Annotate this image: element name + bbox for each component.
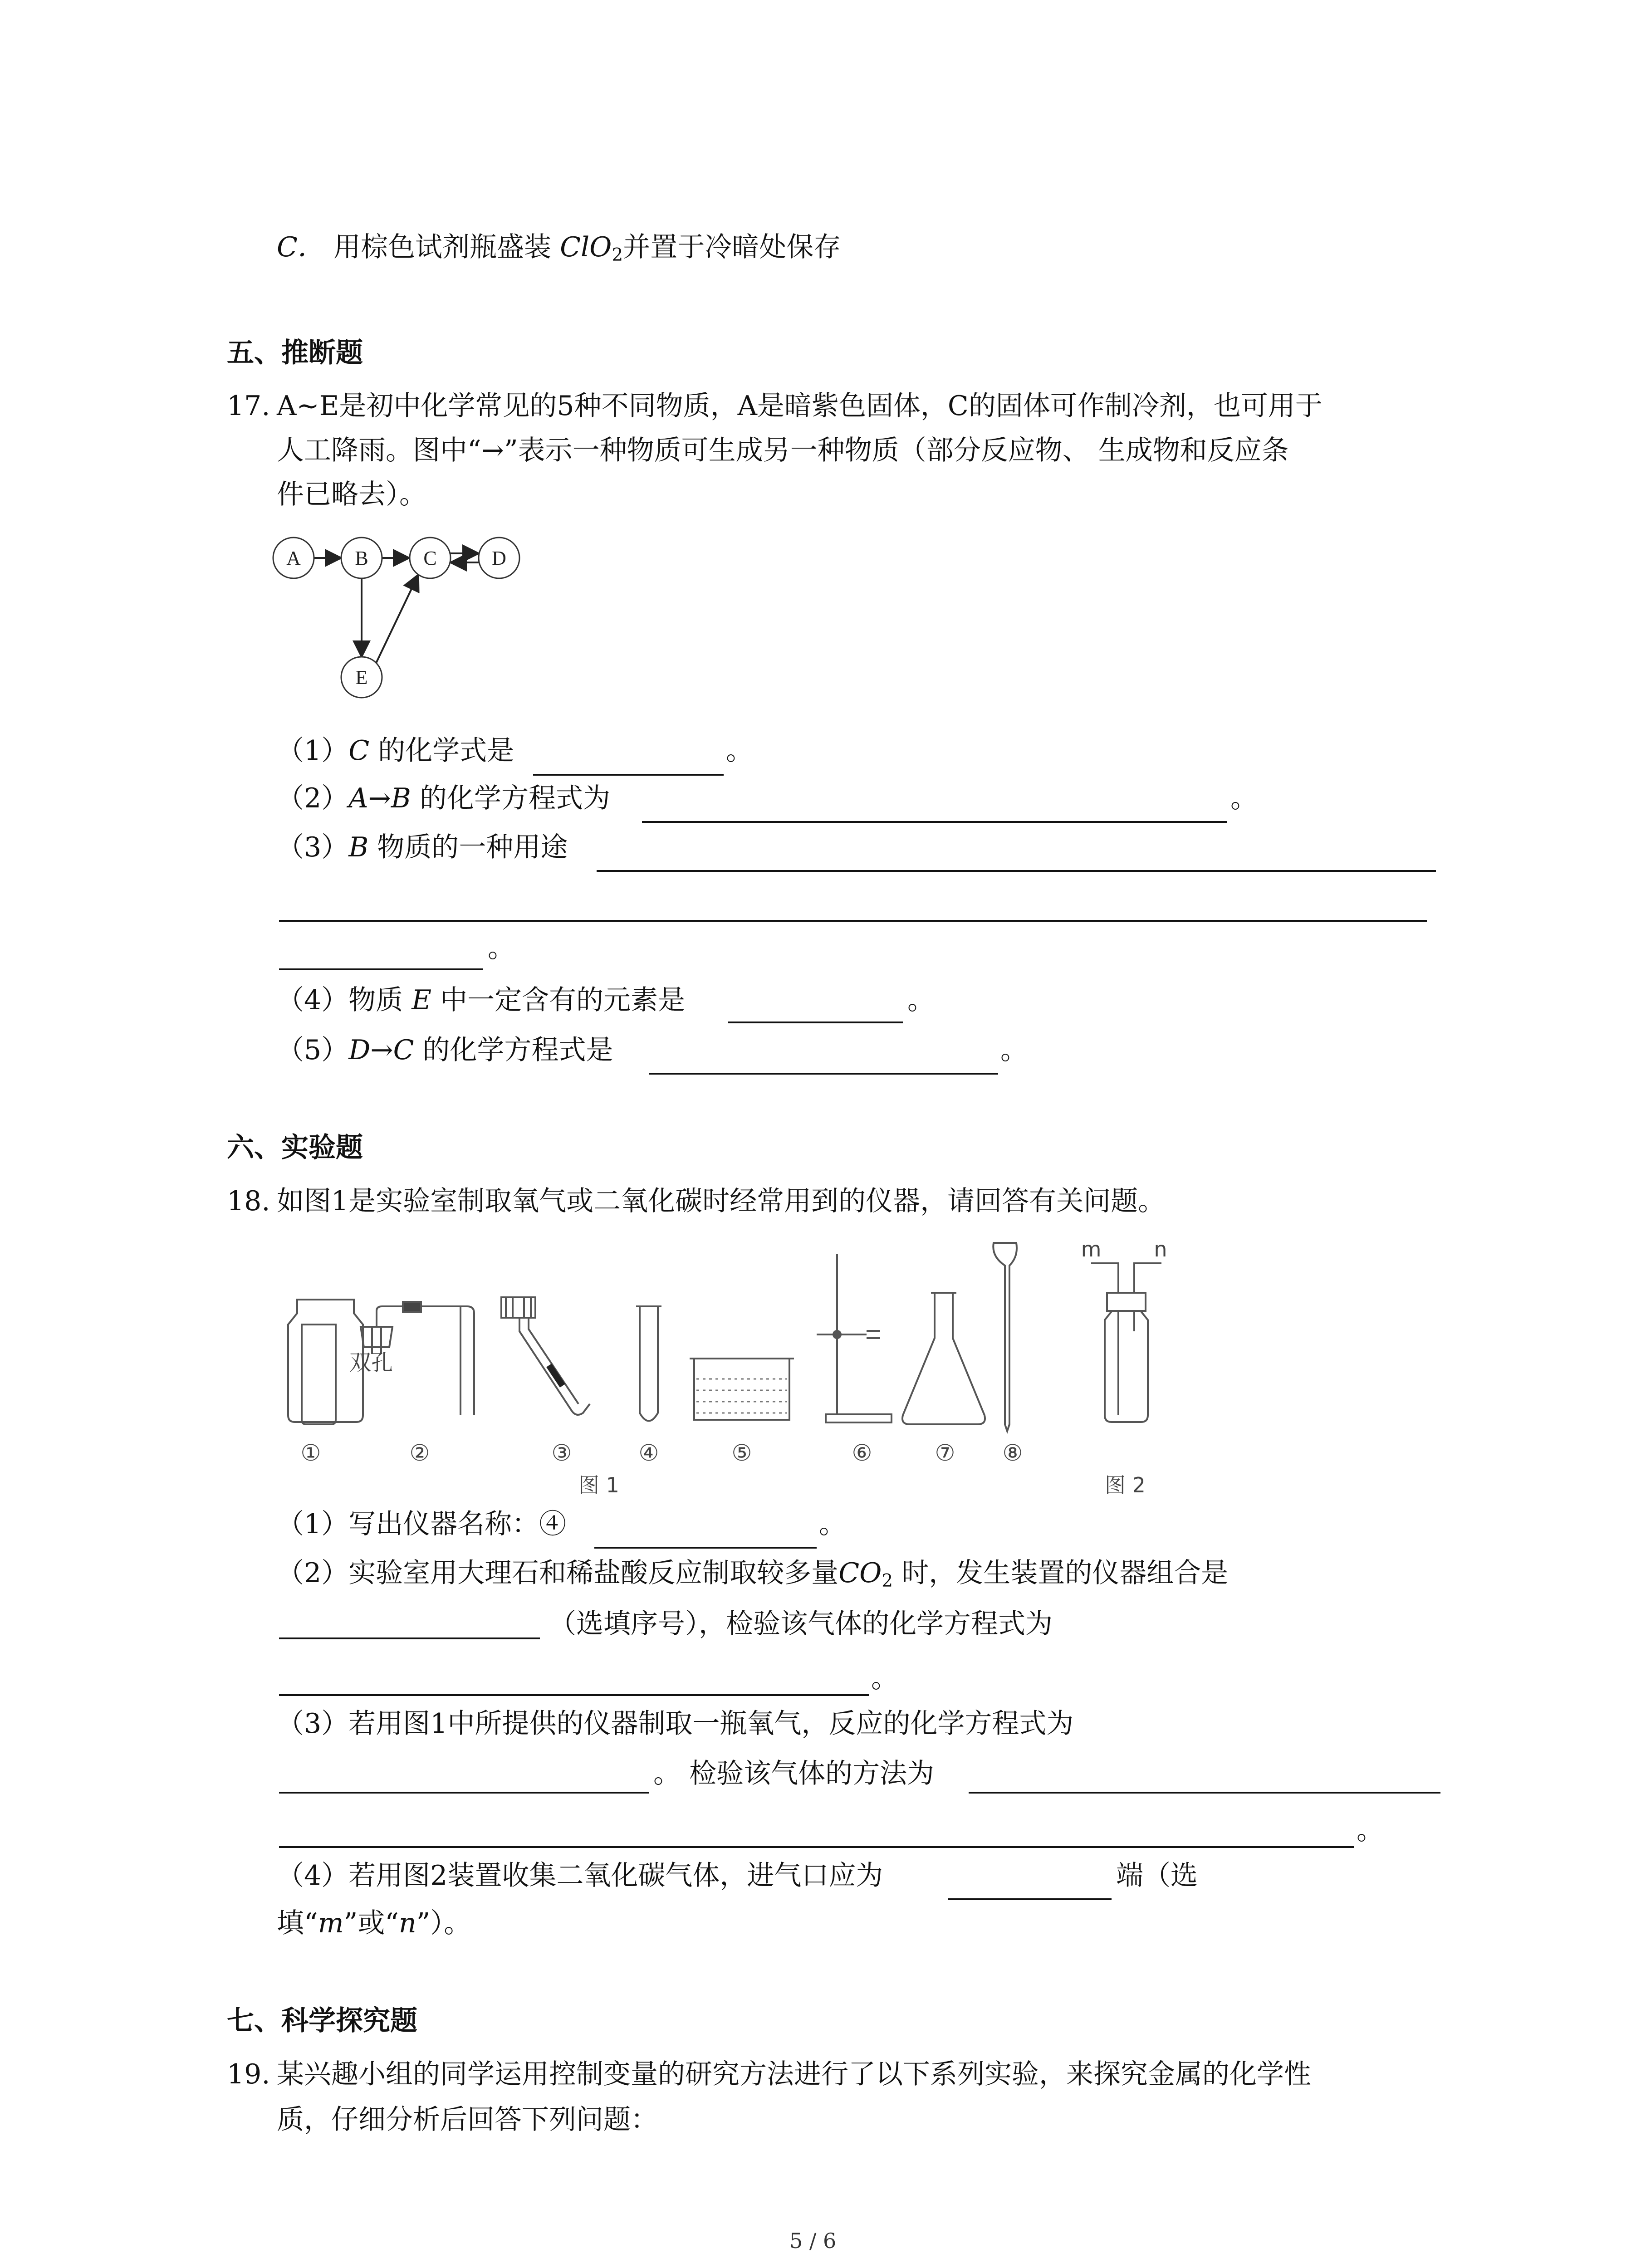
node-d-label: D — [492, 547, 506, 569]
q18-part3-answer-blank-1[interactable] — [279, 1792, 649, 1794]
page-number: 5 / 6 — [789, 2229, 837, 2253]
q17-part4-answer-blank[interactable] — [728, 1022, 903, 1023]
section-5-title: 五、推断题 — [227, 337, 363, 369]
q17-part1: （1）C 的化学式是 — [277, 735, 514, 767]
q18-part3-answer-blank-3[interactable] — [279, 1846, 1354, 1848]
q17-stem-line2: 人工降雨。图中“→”表示一种物质可生成另一种物质（部分反应物、 生成物和反应条 — [277, 435, 1289, 466]
q17-part5-answer-blank[interactable] — [649, 1073, 998, 1075]
q17-part1-answer-blank[interactable] — [533, 774, 724, 776]
q17-reaction-diagram — [286, 528, 649, 710]
option-c — [277, 229, 841, 274]
node-e-label: E — [355, 666, 368, 689]
q18-number: 18. — [227, 1185, 270, 1217]
stopper-label: 双孔 — [349, 1350, 393, 1375]
apparatus-number-1: ① — [300, 1440, 321, 1466]
q18-part2-answer-blank-1[interactable] — [279, 1637, 540, 1639]
q18-part4-line1b: 端（选 — [1116, 1860, 1198, 1892]
q17-part4: （4）物质 E 中一定含有的元素是 — [277, 984, 686, 1016]
q18-part1: （1）写出仪器名称：④ — [277, 1508, 567, 1540]
q18-part4-line1a: （4）若用图2装置收集二氧化碳气体，进气口应为 — [277, 1860, 883, 1892]
q17-part3-end: 。 — [488, 932, 515, 964]
apparatus-number-5: ⑤ — [731, 1440, 752, 1466]
q18-stem: 如图1是实验室制取氧气或二氧化碳时经常用到的仪器，请回答有关问题。 — [277, 1185, 1166, 1217]
q17-part3-answer-blank-1[interactable] — [597, 870, 1436, 872]
port-m-label: m — [1081, 1237, 1102, 1261]
q19-stem-line1: 某兴趣小组的同学运用控制变量的研究方法进行了以下系列实验，来探究金属的化学性 — [277, 2058, 1311, 2090]
apparatus-number-3: ③ — [551, 1440, 572, 1466]
apparatus-number-2: ② — [409, 1440, 430, 1466]
node-b-label: B — [355, 547, 368, 569]
node-a-label: A — [286, 547, 301, 569]
q17-part2-answer-blank[interactable] — [642, 821, 1227, 823]
test-tube-icon — [640, 1306, 658, 1421]
q18-apparatus-figure — [281, 1234, 1189, 1497]
formula: CO — [838, 1557, 882, 1589]
node-c-label: C — [423, 547, 437, 569]
q18-part2-answer-blank-2[interactable] — [279, 1694, 869, 1696]
q18-part4-answer-blank[interactable] — [948, 1898, 1112, 1900]
formula-subscript: 2 — [612, 244, 623, 265]
apparatus-number-8: ⑧ — [1002, 1440, 1023, 1466]
q17-part3: （3）B 物质的一种用途 — [277, 831, 568, 863]
q17-part2: （2）A→B 的化学方程式为 — [277, 782, 610, 814]
q17-number: 17. — [227, 390, 270, 422]
option-text-suffix: 并置于冷暗处保存 — [623, 231, 841, 263]
q18-part3-mid: 。 检验该气体的方法为 — [653, 1758, 935, 1789]
q17-part5: （5）D→C 的化学方程式是 — [277, 1034, 613, 1066]
q18-part1-end: 。 — [819, 1508, 846, 1540]
rubber-tube-icon — [403, 1302, 421, 1312]
double-hole-stopper-icon — [361, 1327, 392, 1347]
q18-part3-line1: （3）若用图1中所提供的仪器制取一瓶氧气，反应的化学方程式为 — [277, 1708, 1074, 1740]
q17-part3-answer-blank-3[interactable] — [279, 968, 483, 970]
q17-stem-line3: 件已略去）。 — [277, 479, 426, 510]
q18-part2-line2: （选填序号），检验该气体的化学方程式为 — [549, 1608, 1053, 1640]
figure-2-caption: 图 2 — [1105, 1473, 1146, 1497]
q18-part3-end: 。 — [1357, 1814, 1384, 1846]
formula: ClO — [560, 231, 612, 263]
apparatus-number-7: ⑦ — [935, 1440, 955, 1466]
q18-part2-end: 。 — [871, 1662, 898, 1694]
q17-part1-end: 。 — [726, 735, 753, 767]
delivery-tube-icon — [421, 1306, 474, 1415]
water-trough-icon — [694, 1359, 789, 1420]
long-neck-funnel-icon — [993, 1243, 1017, 1431]
inlet-tube-m-icon — [1091, 1263, 1118, 1293]
port-n-label: n — [1154, 1237, 1167, 1261]
option-text: 用棕色试剂瓶盛装 — [333, 231, 560, 263]
arrow-e-c — [374, 575, 418, 667]
q18-part1-answer-blank[interactable] — [594, 1547, 817, 1549]
q17-part2-end: 。 — [1230, 782, 1258, 814]
section-7-title: 七、科学探究题 — [227, 2005, 417, 2037]
q17-part4-end: 。 — [907, 984, 935, 1016]
option-label: C． — [277, 231, 325, 263]
q17-part3-answer-blank-2[interactable] — [279, 920, 1427, 922]
q19-number: 19. — [227, 2058, 270, 2090]
q17-part5-end: 。 — [1000, 1034, 1028, 1066]
apparatus-number-6: ⑥ — [852, 1440, 872, 1466]
gas-washing-bottle-icon — [1105, 1309, 1148, 1422]
q17-stem-line1: A~E是初中化学常见的5种不同物质，A是暗紫色固体，C的固体可作制冷剂，也可用于 — [277, 390, 1323, 422]
q18-part2-line1: （2）实验室用大理石和稀盐酸反应制取较多量$CO_2$ 时，发生装置的仪器组合是 — [277, 1557, 1229, 1591]
bottle-stopper-icon — [1107, 1293, 1146, 1311]
figure-1-caption: 图 1 — [578, 1473, 619, 1497]
q18-part3-answer-blank-2[interactable] — [969, 1792, 1440, 1794]
inlet-tube-n-icon — [1134, 1263, 1161, 1293]
section-6-title: 六、实验题 — [227, 1132, 363, 1163]
wide-mouth-bottle-icon — [302, 1325, 336, 1424]
q18-part4-line2: 填“m”或“n”）。 — [277, 1907, 471, 1939]
conical-flask-icon — [902, 1293, 985, 1424]
apparatus-number-4: ④ — [638, 1440, 659, 1466]
q19-stem-line2: 质，仔细分析后回答下列问题： — [277, 2104, 658, 2136]
